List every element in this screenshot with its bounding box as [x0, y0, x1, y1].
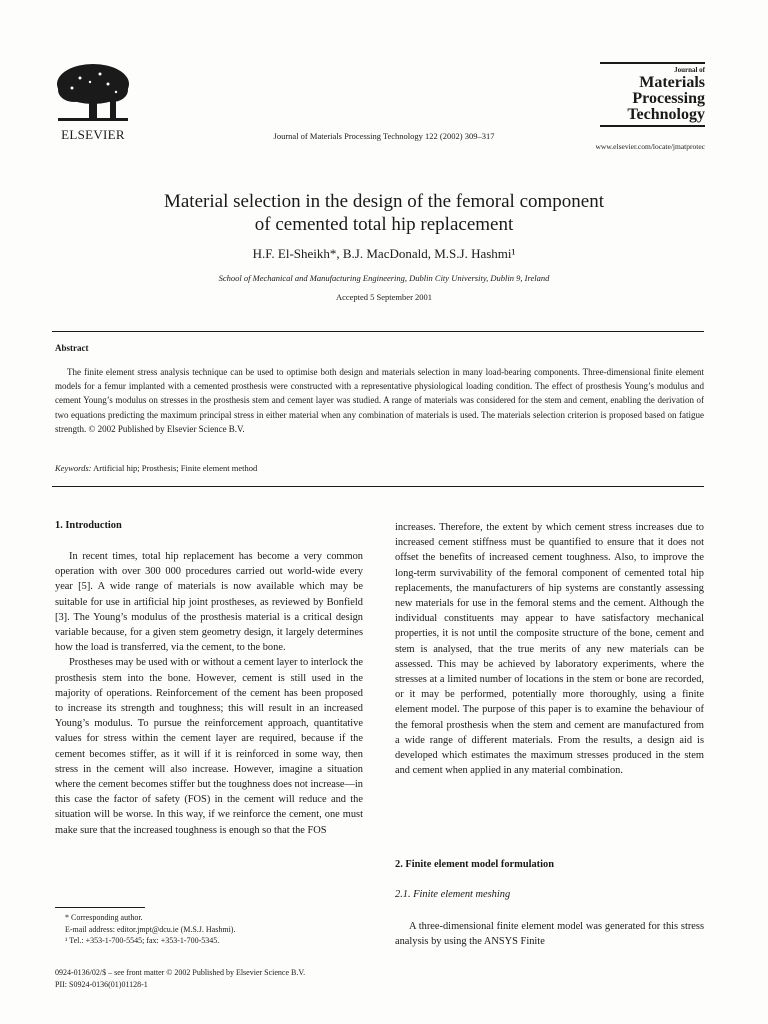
- abstract-text: The finite element stress analysis technique can be used to optimise both design and materials selection in many load-bearing components. Three-dimensional finite element models for a femur implanted with a cemented prosthesis were constructed with a representative physiological loading condition. The effect of prosthesis Young’s modulus and cement Young’s modulus on stresses in the prosthesis stem and cement layer was studied. A range of materials was considered for the stem and cement, enabling the derivation of two equations predicting the maximum principal stress in either material when any combination of materials is used. The materials selection criterion is proposed based on fatigue strength. © 2002 Published by Elsevier Science B.V.: [55, 367, 704, 434]
- paragraph-intro-3: increases. Therefore, the extent by which cement stress increases due to increased cement stiffness must be quantified to ensure that it does not offset the benefits of increased cement toughness. Also, to improve the long-term survivability of the femoral component of cemented total hip replacements, the manufacturers of hip systems are constantly assessing new materials for use in the femoral stems and the cement. Although the individual constituents may appear to have satisfactory mechanical properties, it is not until the composite structure of the bone, cement and stem is analysed, that the true merits of any new materials can be assessed. This may be achieved by laboratory experiments, where the stresses at a limited number of locations in the stem or bone are recorded, or it may be performed, potentially more thoroughly, using a finite element model. The purpose of this paper is to examine the behaviour of the femoral prosthesis when the stem and cement are manufactured from a wide range of different materials. From the results, a design aid is developed which estimates the maximum stresses produced in the stem and cement when applied in any material combination.: [395, 522, 704, 777]
- elsevier-tree-logo: [52, 62, 134, 126]
- journal-of-label: Journal of: [674, 66, 705, 74]
- abstract-bottom-rule: [52, 486, 704, 487]
- left-column: [55, 549, 363, 838]
- keywords: [55, 463, 257, 473]
- authors: H.F. El-Sheikh*, B.J. MacDonald, M.S.J. Hashmi¹: [252, 246, 516, 261]
- pii-line: PII: S0924-0136(01)01128-1: [55, 979, 148, 989]
- journal-url-link[interactable]: www.elsevier.com/locate/jmatprotec: [595, 142, 705, 151]
- section-2-heading: 2. Finite element model formulation: [395, 859, 555, 870]
- copyright-line: 0924-0136/02/$ – see front matter © 2002 Published by Elsevier Science B.V.: [55, 968, 306, 977]
- section-2-1-heading: 2.1. Finite element meshing: [395, 889, 511, 900]
- publisher-name: ELSEVIER: [61, 127, 125, 142]
- footnote-corresponding: * Corresponding author.: [65, 913, 143, 922]
- paragraph-meshing: A three-dimensional finite element model was generated for this stress analysis by using the ANSYS Finite: [395, 921, 704, 948]
- footnotes: [55, 912, 363, 947]
- title-line-2: of cemented total hip replacement: [254, 214, 514, 235]
- paragraph-intro-1: In recent times, total hip replacement has become a very common operation with over 300 000 procedures carried out world-wide every year [5]. A wide range of materials is now available which may be suitable for use in artificial hip joint prostheses, as reviewed by Bonfield [3]. The Young’s modulus of the prosthesis material is a critical design variable because, for a given stem geometry design, it largely determines how the load is transferred, via the cement, to the bone.: [55, 551, 363, 654]
- title-line-1: Material selection in the design of the femoral component: [163, 191, 605, 212]
- accepted-date: Accepted 5 September 2001: [335, 292, 433, 302]
- paragraph-intro-2: Prostheses may be used with or without a cement layer to interlock the prosthesis stem into the bone. However, cement is still used in the majority of operations. Reinforcement of the cement has been proposed to increase its strength and toughness; this will result in an increased Young’s modulus. To pursue the reinforcement approach, quantitative values for stress within the cement layer are required, because if the cement becomes stiffer, as it will if it is reinforced in some way, then stress in the cement will also increase. However, imagine a situation where the cement becomes stiffer but the toughness does not increase—in this case the factor of safety (FOS) in the cement will reduce and the situation will be worse. In this way, if we reinforce the cement, one must make sure that the increased toughness is enough so that the FOS: [55, 657, 363, 836]
- copyright-info: [55, 967, 455, 990]
- right-column: [395, 520, 704, 778]
- journal-name-line2: Processing: [632, 90, 705, 107]
- journal-name-line1: Materials: [639, 74, 705, 91]
- journal-citation: Journal of Materials Processing Technology 122 (2002) 309–317: [273, 131, 495, 141]
- footnote-email: E-mail address: editor.jmpt@dcu.ie (M.S.J. Hashmi).: [65, 924, 236, 934]
- keywords-list: Artificial hip; Prosthesis; Finite element method: [93, 463, 258, 473]
- article-title: [60, 190, 708, 236]
- affiliation: School of Mechanical and Manufacturing Engineering, Dublin City University, Dublin 9, Ireland: [218, 273, 550, 283]
- footnote-tel: ¹ Tel.: +353-1-700-5545; fax: +353-1-700-5345.: [65, 936, 220, 945]
- abstract-top-rule: [52, 331, 704, 332]
- section-1-heading: 1. Introduction: [55, 520, 122, 531]
- paragraph-section-2-1: [395, 919, 704, 949]
- journal-name-line3: Technology: [627, 106, 705, 123]
- abstract-heading: Abstract: [55, 343, 89, 353]
- footnote-rule: [55, 907, 145, 908]
- keywords-label: Keywords:: [55, 463, 92, 473]
- journal-logo-box: [600, 62, 705, 127]
